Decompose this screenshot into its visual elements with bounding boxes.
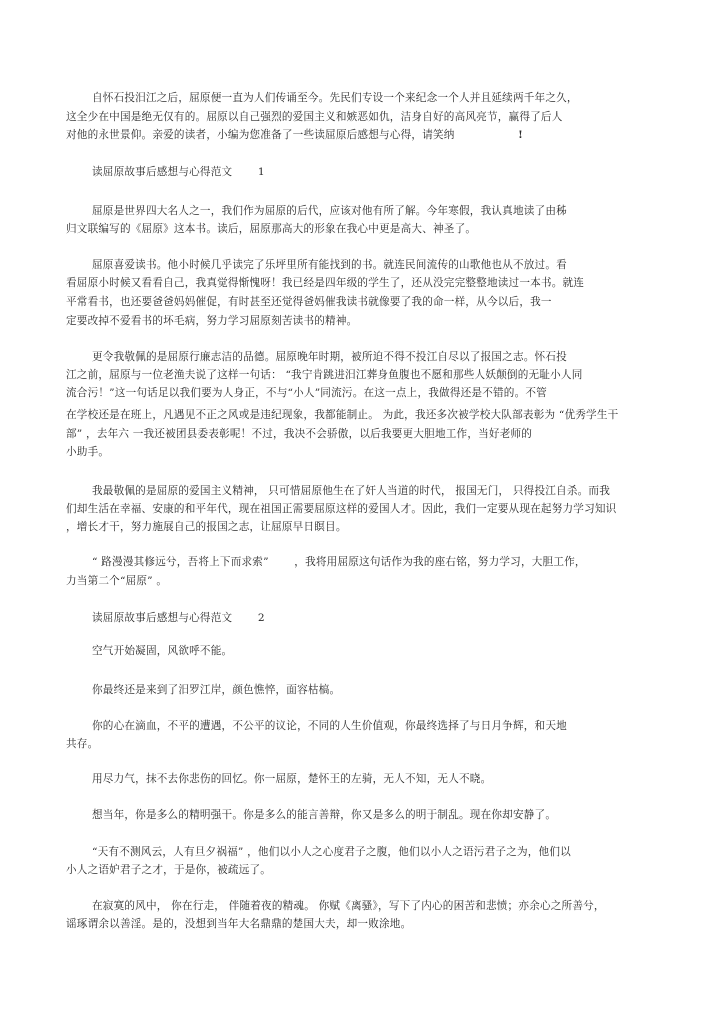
s1-p5-line-1: [92, 555, 586, 569]
s1-p4-line-3: ，增长才干，努力施展自己的报国之志，让屈原早日瞑目。: [66, 521, 347, 533]
s2-p5: 想当年，你是多么的精明强干。你是多么的能言善辩，你又是多么的明于制乱。现在你却安静了。: [92, 809, 557, 821]
s1-p4-line-1: 我最敬佩的是屈原的爱国主义精神， 只可惜屈原他生在了奸人当道的时代， 报国无门， 只得投江自杀。而我: [92, 485, 611, 497]
s1-p3-line-5: 部” ，去年六 一我还被团县委表彰呢！不过，我决不会骄傲，以后我要更大胆地工作，当好老师的: [66, 428, 533, 440]
intro-exclamation: !: [518, 129, 524, 141]
section-2-number: 2: [257, 612, 265, 624]
intro-line-2: 这全少在中国是绝无仅有的。屈原以自己强烈的爱国主义和嫉恶如仇，洁身自好的高风亮节，赢得了后人: [66, 111, 563, 123]
intro-line-3-text: 对他的永世景仰。亲爱的读者，小编为您准备了一些读屈原后感想与心得，请笑纳: [66, 129, 455, 141]
s2-p1: 空气开始凝固，风欲呼不能。: [92, 645, 233, 657]
section-1-number: 1: [257, 166, 265, 178]
s2-p2: 你最终还是来到了汨罗江岸，颜色憔悴，面容枯槁。: [92, 684, 341, 696]
section-2-title-text: 读屈原故事后感想与心得范文: [92, 612, 233, 624]
s2-p3-line-2: 共存。: [66, 738, 99, 750]
intro-line-3: [66, 128, 523, 142]
s1-p1-line-1: 屈原是世界四大名人之一，我们作为屈原的后代，应该对他有所了解。今年寒假，我认真地读了由秭: [92, 205, 567, 217]
s2-p6-line-1: “天有不测风云，人有旦夕祸福” ，他们以小人之心度君子之腹，他们以小人之语污君子之为，他们以: [92, 846, 571, 858]
s2-p3-line-1: 你的心在滴血，不平的遭遇，不公平的议论，不同的人生价值观，你最终选择了与日月争辉，和天地: [92, 720, 567, 732]
s2-p6-line-2: 小人之语妒君子之才，于是你，被疏远了。: [66, 864, 272, 876]
s1-p5-quote: “ 路漫漫其修远兮，吾将上下而求索”: [92, 556, 269, 568]
section-1-title: [92, 165, 265, 179]
section-1-title-text: 读屈原故事后感想与心得范文: [92, 166, 233, 178]
s1-p5-line-2: 力当第二个“屈原” 。: [66, 575, 168, 587]
s1-p2-line-4: 定要改掉不爱看书的坏毛病，努力学习屈原刻苦读书的精神。: [66, 315, 358, 327]
s1-p2-line-1: 屈原喜爱读书。他小时候几乎读完了乐坪里所有能找到的书。就连民间流传的山歌他也从不放过。看: [92, 259, 567, 271]
s2-p7-line-2: 谣琢谓余以善淫。是的，没想到当年大名鼎鼎的楚国大夫，却一败涂地。: [66, 918, 412, 930]
intro-line-1: 自怀石投汨江之后，屈原便一直为人们传诵至今。先民们专设一个来纪念一个人并且延续两千年之久，: [92, 92, 578, 104]
s2-p7-line-1: 在寂寞的风中， 你在行走， 伴随着夜的精魂。 你赋《离骚》，写下了内心的困苦和悲愤；亦余心之所善兮，: [92, 900, 605, 912]
s1-p3-line-4: 在学校还是在班上，凡遇见不正之风或是违纪现象，我都能制止。 为此，我还多次被学校大队部表彰为 “优秀学生干: [66, 409, 619, 421]
s1-p5-rest: ，我将用屈原这句话作为我的座右铭，努力学习，大胆工作，: [294, 556, 586, 568]
s1-p3-line-6: 小助手。: [66, 446, 110, 458]
s1-p3-line-2: 江之前，屈原与一位老渔夫说了这样一句话： “我宁肯跳进汨江葬身鱼腹也不愿和那些人妖颠倒的无耻小人同: [66, 369, 583, 381]
s2-p4: 用尽力气，抹不去你悲伤的回忆。你一屈原，楚怀王的左骑，无人不知，无人不晓。: [92, 773, 492, 785]
s1-p3-line-1: 更令我敬佩的是屈原行廉志洁的品德。屈原晚年时期，被所迫不得不投江自尽以了报国之志。怀石投: [92, 351, 567, 363]
s1-p2-line-2: 看屈原小时候又看看自己，我真觉得惭愧呀！我已经是四年级的学生了，还从没完完整整地读过一本书。就连: [66, 277, 585, 289]
s1-p3-line-3: 流合污！”这一句话足以我们要为人身正，不与“小人”同流污。在这一点上，我做得还是不错的。不管: [66, 387, 547, 399]
s1-p1-line-2: 归文联编写的《屈原》这本书。读后，屈原那高大的形象在我心中更是高大、神圣了。: [66, 223, 477, 235]
section-2-title: [92, 611, 265, 625]
s1-p2-line-3: 平常看书，也还要爸爸妈妈催促，有时甚至还觉得爸妈催我读书就像要了我的命一样，从今以后，我一: [66, 296, 552, 308]
s1-p4-line-2: 们却生活在幸福、安康的和平年代，现在祖国正需要屈原这样的爱国人才。因此，我们一定要从现在起努力学习知识: [66, 503, 617, 515]
